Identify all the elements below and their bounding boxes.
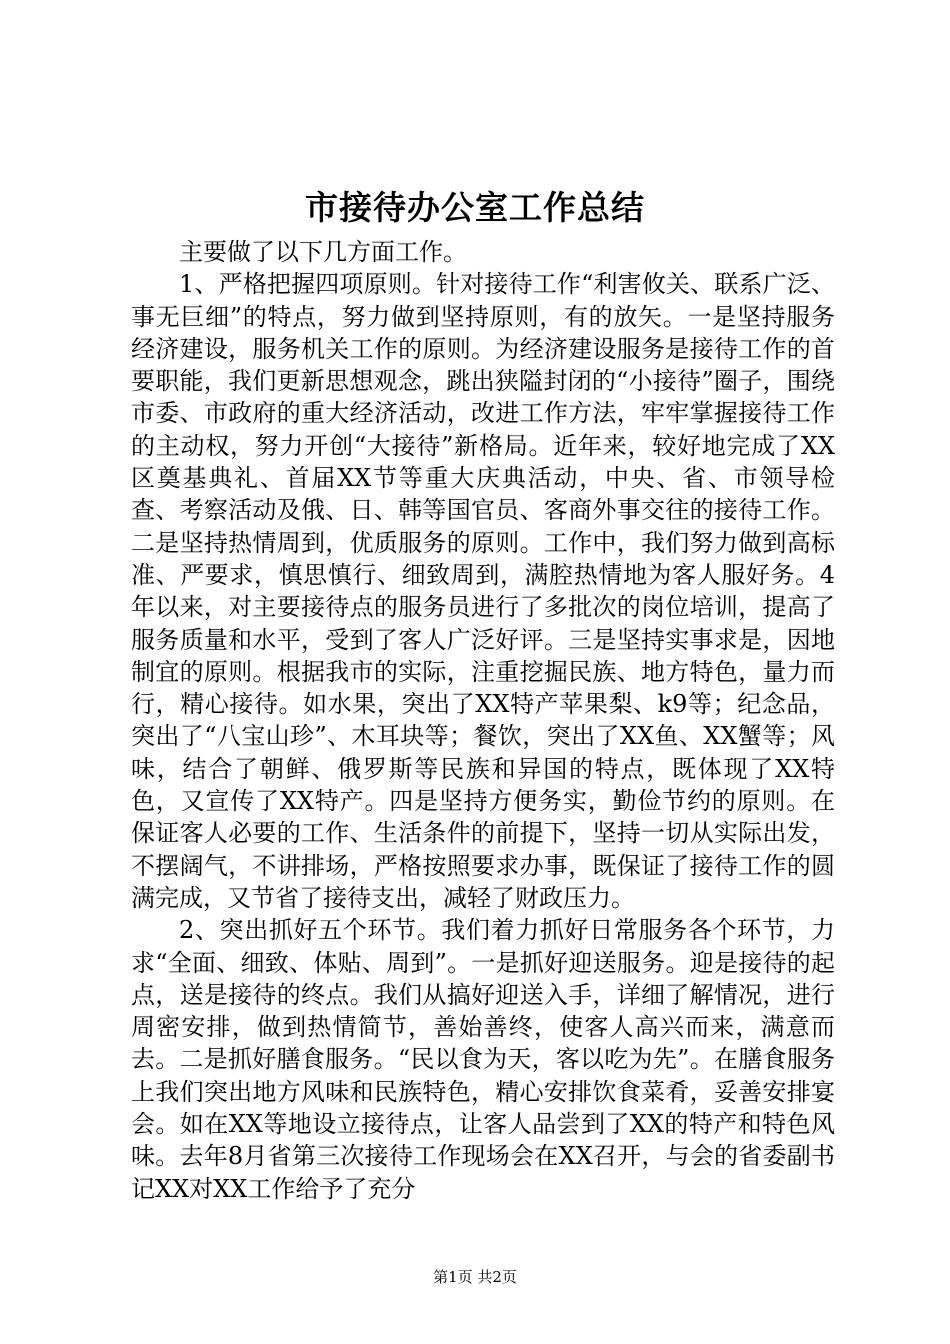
document-title: 市接待办公室工作总结 (305, 188, 645, 227)
paragraph-five-links: 2、突出抓好五个环节。我们着力抓好日常服务各个环节，力求“全面、细致、体贴、周到”。一是抓好迎送服务。迎是接待的起点，送是接待的终点。我们从搞好迎送入手，详细了解情况，进行周密安排，做到热情简节，善始善终，使客人高兴而来，满意而去。二是抓好膳食服务。“民以食为天，客以吃为先”。在膳食服务上我们突出地方风味和民族特色，精心安排饮食菜肴，妥善安排宴会。如在XX等地设立接待点，让客人品尝到了XX的特产和特色风味。去年8月省第三次接待工作现场会在XX召开，与会的省委副书记XX对XX工作给予了充分 (131, 916, 835, 1203)
paragraph-intro: 主要做了以下几方面工作。 (179, 238, 467, 266)
document-body (131, 236, 835, 1205)
paragraph-principles: 1、严格把握四项原则。针对接待工作“利害攸关、联系广泛、事无巨细”的特点，努力做到坚持原则，有的放矢。一是坚持服务经济建设，服务机关工作的原则。为经济建设服务是接待工作的首要职能，我们更新思想观念，跳出狭隘封闭的“小接待”圈子，围绕市委、市政府的重大经济活动，改进工作方法，牢牢掌握接待工作的主动权，努力开创“大接待”新格局。近年来，较好地完成了XX区奠基典礼、首届XX节等重大庆典活动，中央、省、市领导检查、考察活动及俄、日、韩等国官员、客商外事交往的接待工作。二是坚持热情周到，优质服务的原则。工作中，我们努力做到高标准、严要求，慎思慎行、细致周到，满腔热情地为客人服好务。4年以来，对主要接待点的服务员进行了多批次的岗位培训，提高了服务质量和水平，受到了客人广泛好评。三是坚持实事求是，因地制宜的原则。根据我市的实际，注重挖掘民族、地方特色，量力而行，精心接待。如水果，突出了XX特产苹果梨、k9等；纪念品，突出了“八宝山珍”、木耳块等；餐饮，突出了XX鱼、XX蟹等；风味，结合了朝鲜、俄罗斯等民族和异国的特点，既体现了XX特色，又宣传了XX特产。四是坚持方便务实，勤俭节约的原则。在保证客人必要的工作、生活条件的前提下，坚持一切从实际出发，不摆阔气，不讲排场，严格按照要求办事，既保证了接待工作的圆满完成，又节省了接待支出，减轻了财政压力。 (131, 270, 835, 912)
page-footer: 第1页 共2页 (433, 1268, 517, 1286)
